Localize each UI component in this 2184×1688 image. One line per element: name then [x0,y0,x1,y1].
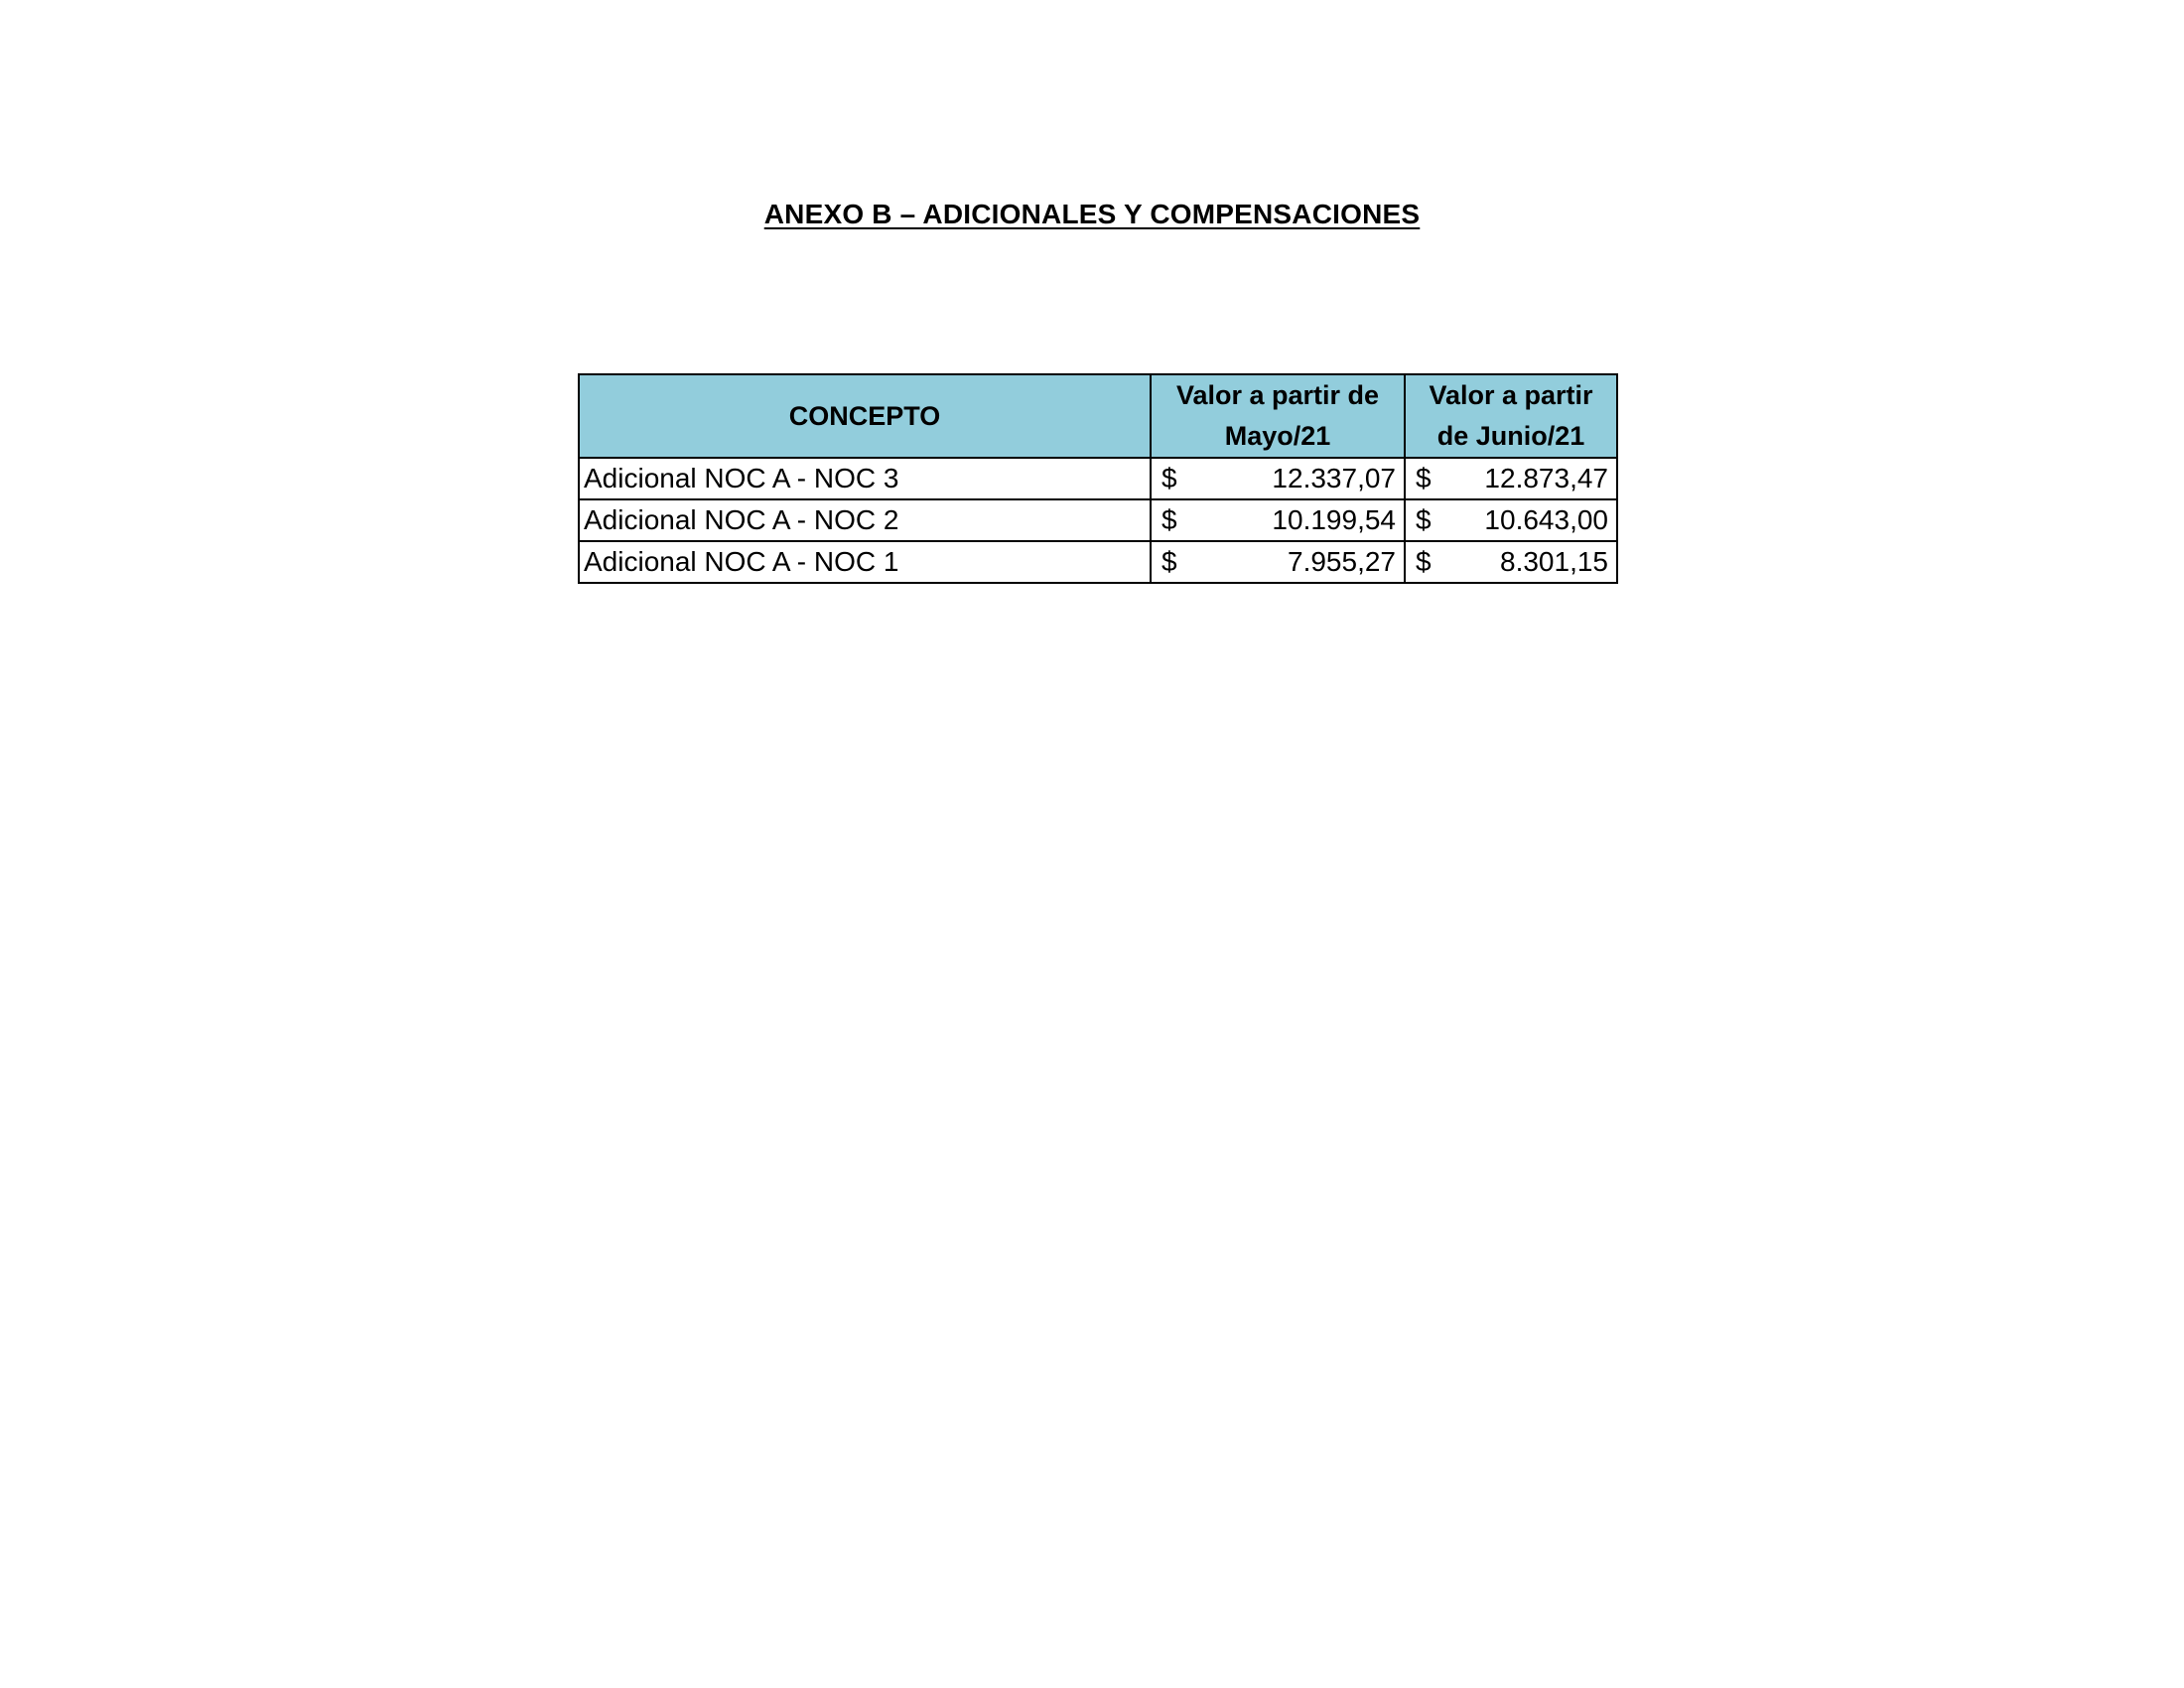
table-row [579,458,1617,499]
annex-table [578,373,1618,584]
row-may-value [1151,499,1405,541]
document-title: ANEXO B – ADICIONALES Y COMPENSACIONES [763,199,1421,229]
row-june-value [1405,541,1617,583]
currency-symbol: $ [1161,546,1177,577]
may-amount: 10.199,54 [1272,504,1396,535]
currency-symbol: $ [1416,504,1432,535]
row-june-value [1405,458,1617,499]
june-amount: 10.643,00 [1484,504,1608,535]
currency-symbol: $ [1416,546,1432,577]
header-may-line1: Valor a partir de [1175,380,1380,410]
row-concept: Adicional NOC A - NOC 3 [579,458,1151,499]
row-may-value [1151,458,1405,499]
may-amount: 7.955,27 [1288,546,1396,577]
currency-symbol: $ [1161,463,1177,493]
row-concept: Adicional NOC A - NOC 1 [579,541,1151,583]
row-june-value [1405,499,1617,541]
row-concept: Adicional NOC A - NOC 2 [579,499,1151,541]
june-amount: 8.301,15 [1500,546,1608,577]
header-may-line2: Mayo/21 [1224,421,1331,451]
june-amount: 12.873,47 [1484,463,1608,493]
table-row [579,499,1617,541]
table-row [579,541,1617,583]
header-june-line1: Valor a partir [1429,380,1593,410]
currency-symbol: $ [1161,504,1177,535]
header-may-value [1151,374,1405,458]
currency-symbol: $ [1416,463,1432,493]
table-header-row [579,374,1617,458]
may-amount: 12.337,07 [1272,463,1396,493]
header-concept: CONCEPTO [579,374,1151,458]
header-june-value [1405,374,1617,458]
row-may-value [1151,541,1405,583]
header-june-line2: de Junio/21 [1436,421,1585,451]
